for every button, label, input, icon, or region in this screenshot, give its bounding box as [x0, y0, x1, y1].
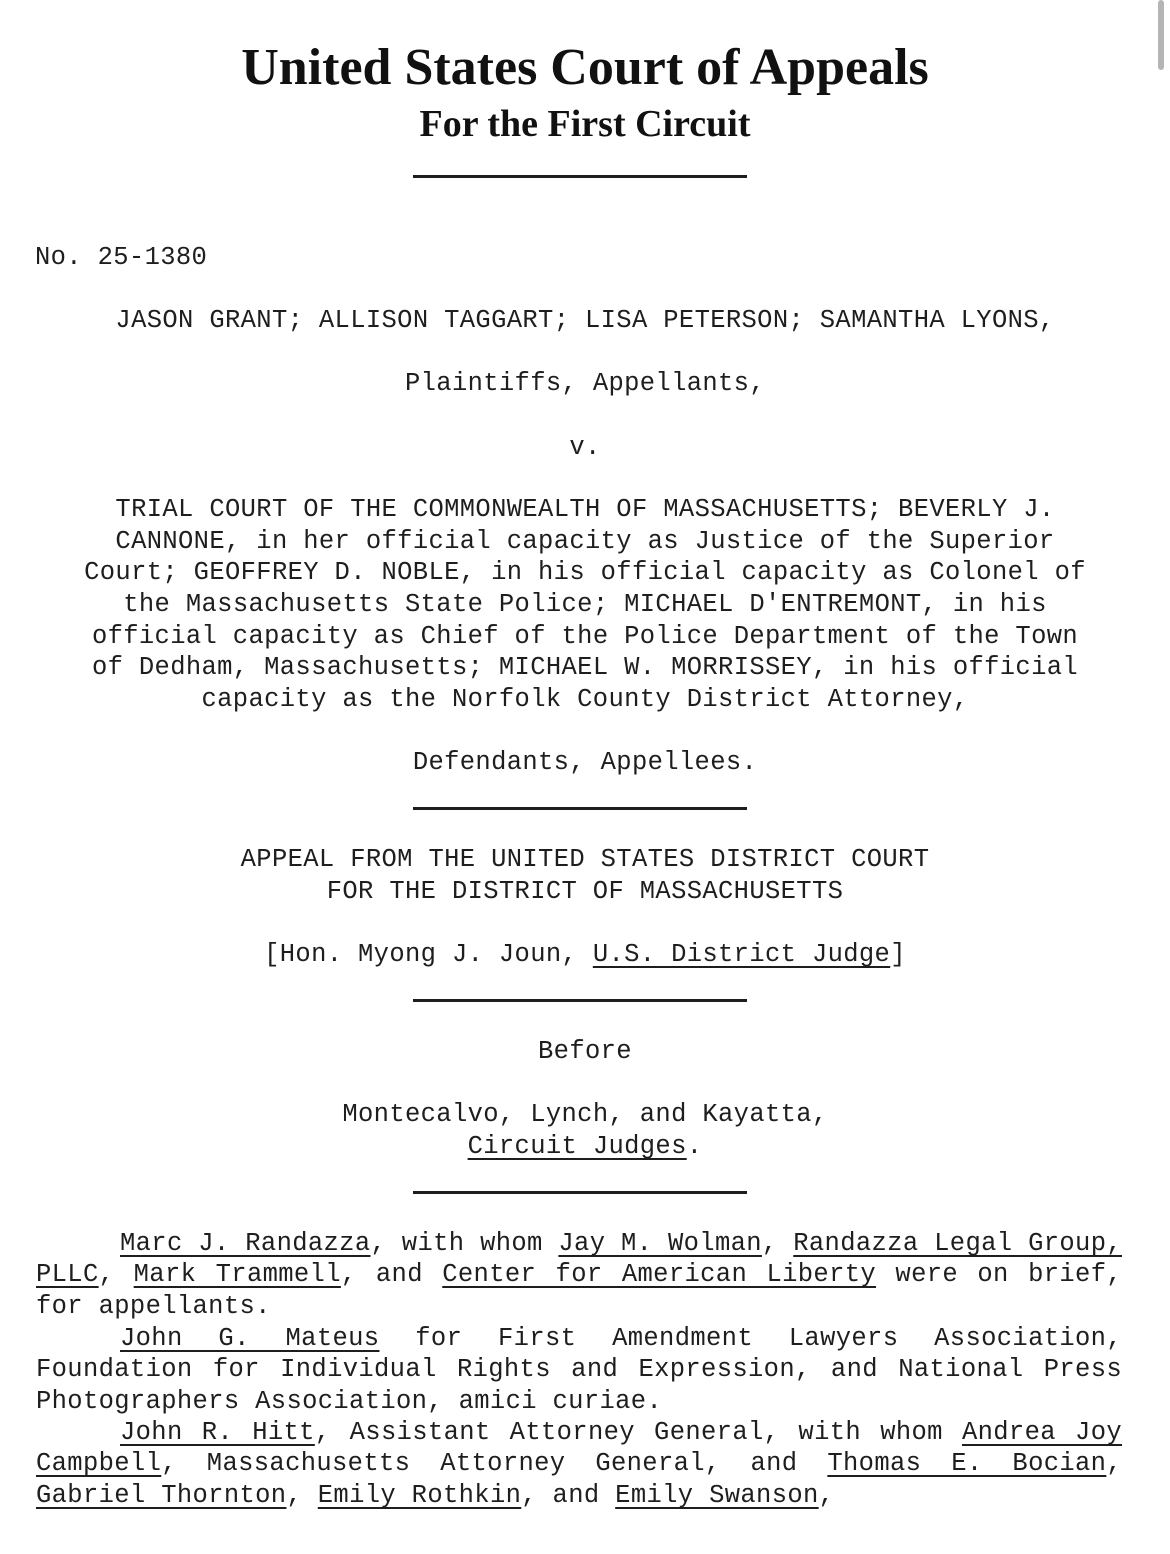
counsel-appellants — [36, 1228, 1122, 1322]
counsel-text: , and — [521, 1480, 616, 1510]
law-firm-name: Randazza Legal Group, PLLC — [36, 1229, 1122, 1290]
counsel-text: were on brief, for appellants. — [36, 1260, 1123, 1321]
defendant-line: the Massachusetts State Police; MICHAEL D'ENTREMONT, in his — [123, 590, 1047, 619]
court-name: United States Court of Appeals — [241, 39, 929, 96]
counsel-appellees — [36, 1417, 1122, 1511]
judge-name: [Hon. Myong J. Joun, — [264, 940, 593, 969]
versus: v. — [569, 433, 601, 462]
attorney-name: Emily Rothkin — [317, 1480, 522, 1510]
divider-rule — [413, 1191, 747, 1194]
defendant-line: CANNONE, in her official capacity as Justice of the Superior — [115, 527, 1055, 556]
plaintiff-role: Plaintiffs, Appellants, — [404, 369, 765, 398]
attorney-name: Andrea Joy Campbell — [36, 1418, 1122, 1479]
counsel-text: for First Amendment Lawyers Association, Foundation for Individual Rights and Expression, and National Press Photographers Association, amici curiae. — [36, 1324, 1122, 1416]
appeal-line-1: APPEAL FROM THE UNITED STATES DISTRICT COURT — [240, 845, 930, 874]
counsel-text: , and — [340, 1260, 443, 1290]
period: . — [686, 1132, 703, 1161]
circuit-name: For the First Circuit — [419, 103, 751, 145]
defendant-line: of Dedham, Massachusetts; MICHAEL W. MORRISSEY, in his official — [91, 653, 1079, 682]
panel-judges-title — [0, 1131, 1170, 1163]
counsel-text: , Massachusetts Attorney General, and — [161, 1449, 828, 1479]
counsel-text: , — [98, 1260, 134, 1290]
divider-rule — [413, 175, 747, 178]
case-number: No. 25-1380 — [35, 243, 208, 272]
defendant-line: Court; GEOFFREY D. NOBLE, in his official capacity as Colonel of — [84, 558, 1086, 587]
circuit-judges-label: Circuit Judges — [467, 1132, 687, 1161]
attorney-name: Thomas E. Bocian — [827, 1449, 1107, 1479]
defendant-role: Defendants, Appellees. — [412, 748, 758, 777]
attorney-name: Emily Swanson — [615, 1480, 819, 1510]
defendant-line: official capacity as Chief of the Police Department of the Town — [91, 622, 1079, 651]
counsel-text: , with whom — [370, 1229, 559, 1258]
attorney-name: Marc J. Randazza — [120, 1229, 371, 1258]
appeal-line-2: FOR THE DISTRICT OF MASSACHUSETTS — [326, 877, 844, 906]
counsel-text: , — [1106, 1449, 1122, 1479]
panel-before: Before — [538, 1037, 632, 1066]
divider-rule — [413, 807, 747, 810]
district-judge — [0, 939, 1170, 971]
plaintiff-names: JASON GRANT; ALLISON TAGGART; LISA PETERSON; SAMANTHA LYONS, — [115, 306, 1055, 335]
bracket-close: ] — [890, 940, 906, 969]
attorney-name: Mark Trammell — [133, 1260, 341, 1290]
attorney-name: John R. Hitt — [120, 1418, 315, 1447]
attorney-name: John G. Mateus — [120, 1324, 380, 1353]
attorney-name: Gabriel Thornton — [36, 1480, 287, 1510]
panel-judges: Montecalvo, Lynch, and Kayatta, — [342, 1100, 828, 1129]
counsel-text: , Assistant Attorney General, with whom — [314, 1418, 962, 1447]
divider-rule — [413, 999, 747, 1002]
counsel-text: , — [818, 1480, 835, 1510]
judge-title: U.S. District Judge — [592, 940, 891, 969]
defendant-line: capacity as the Norfolk County District Attorney, — [201, 685, 969, 714]
attorney-name: Jay M. Wolman — [558, 1229, 762, 1258]
counsel-amici — [36, 1323, 1122, 1417]
organization-name: Center for American Liberty — [442, 1260, 877, 1290]
counsel-text: , — [761, 1229, 794, 1258]
defendant-line: TRIAL COURT OF THE COMMONWEALTH OF MASSACHUSETTS; BEVERLY J. — [115, 495, 1055, 524]
counsel-text: , — [286, 1480, 318, 1510]
